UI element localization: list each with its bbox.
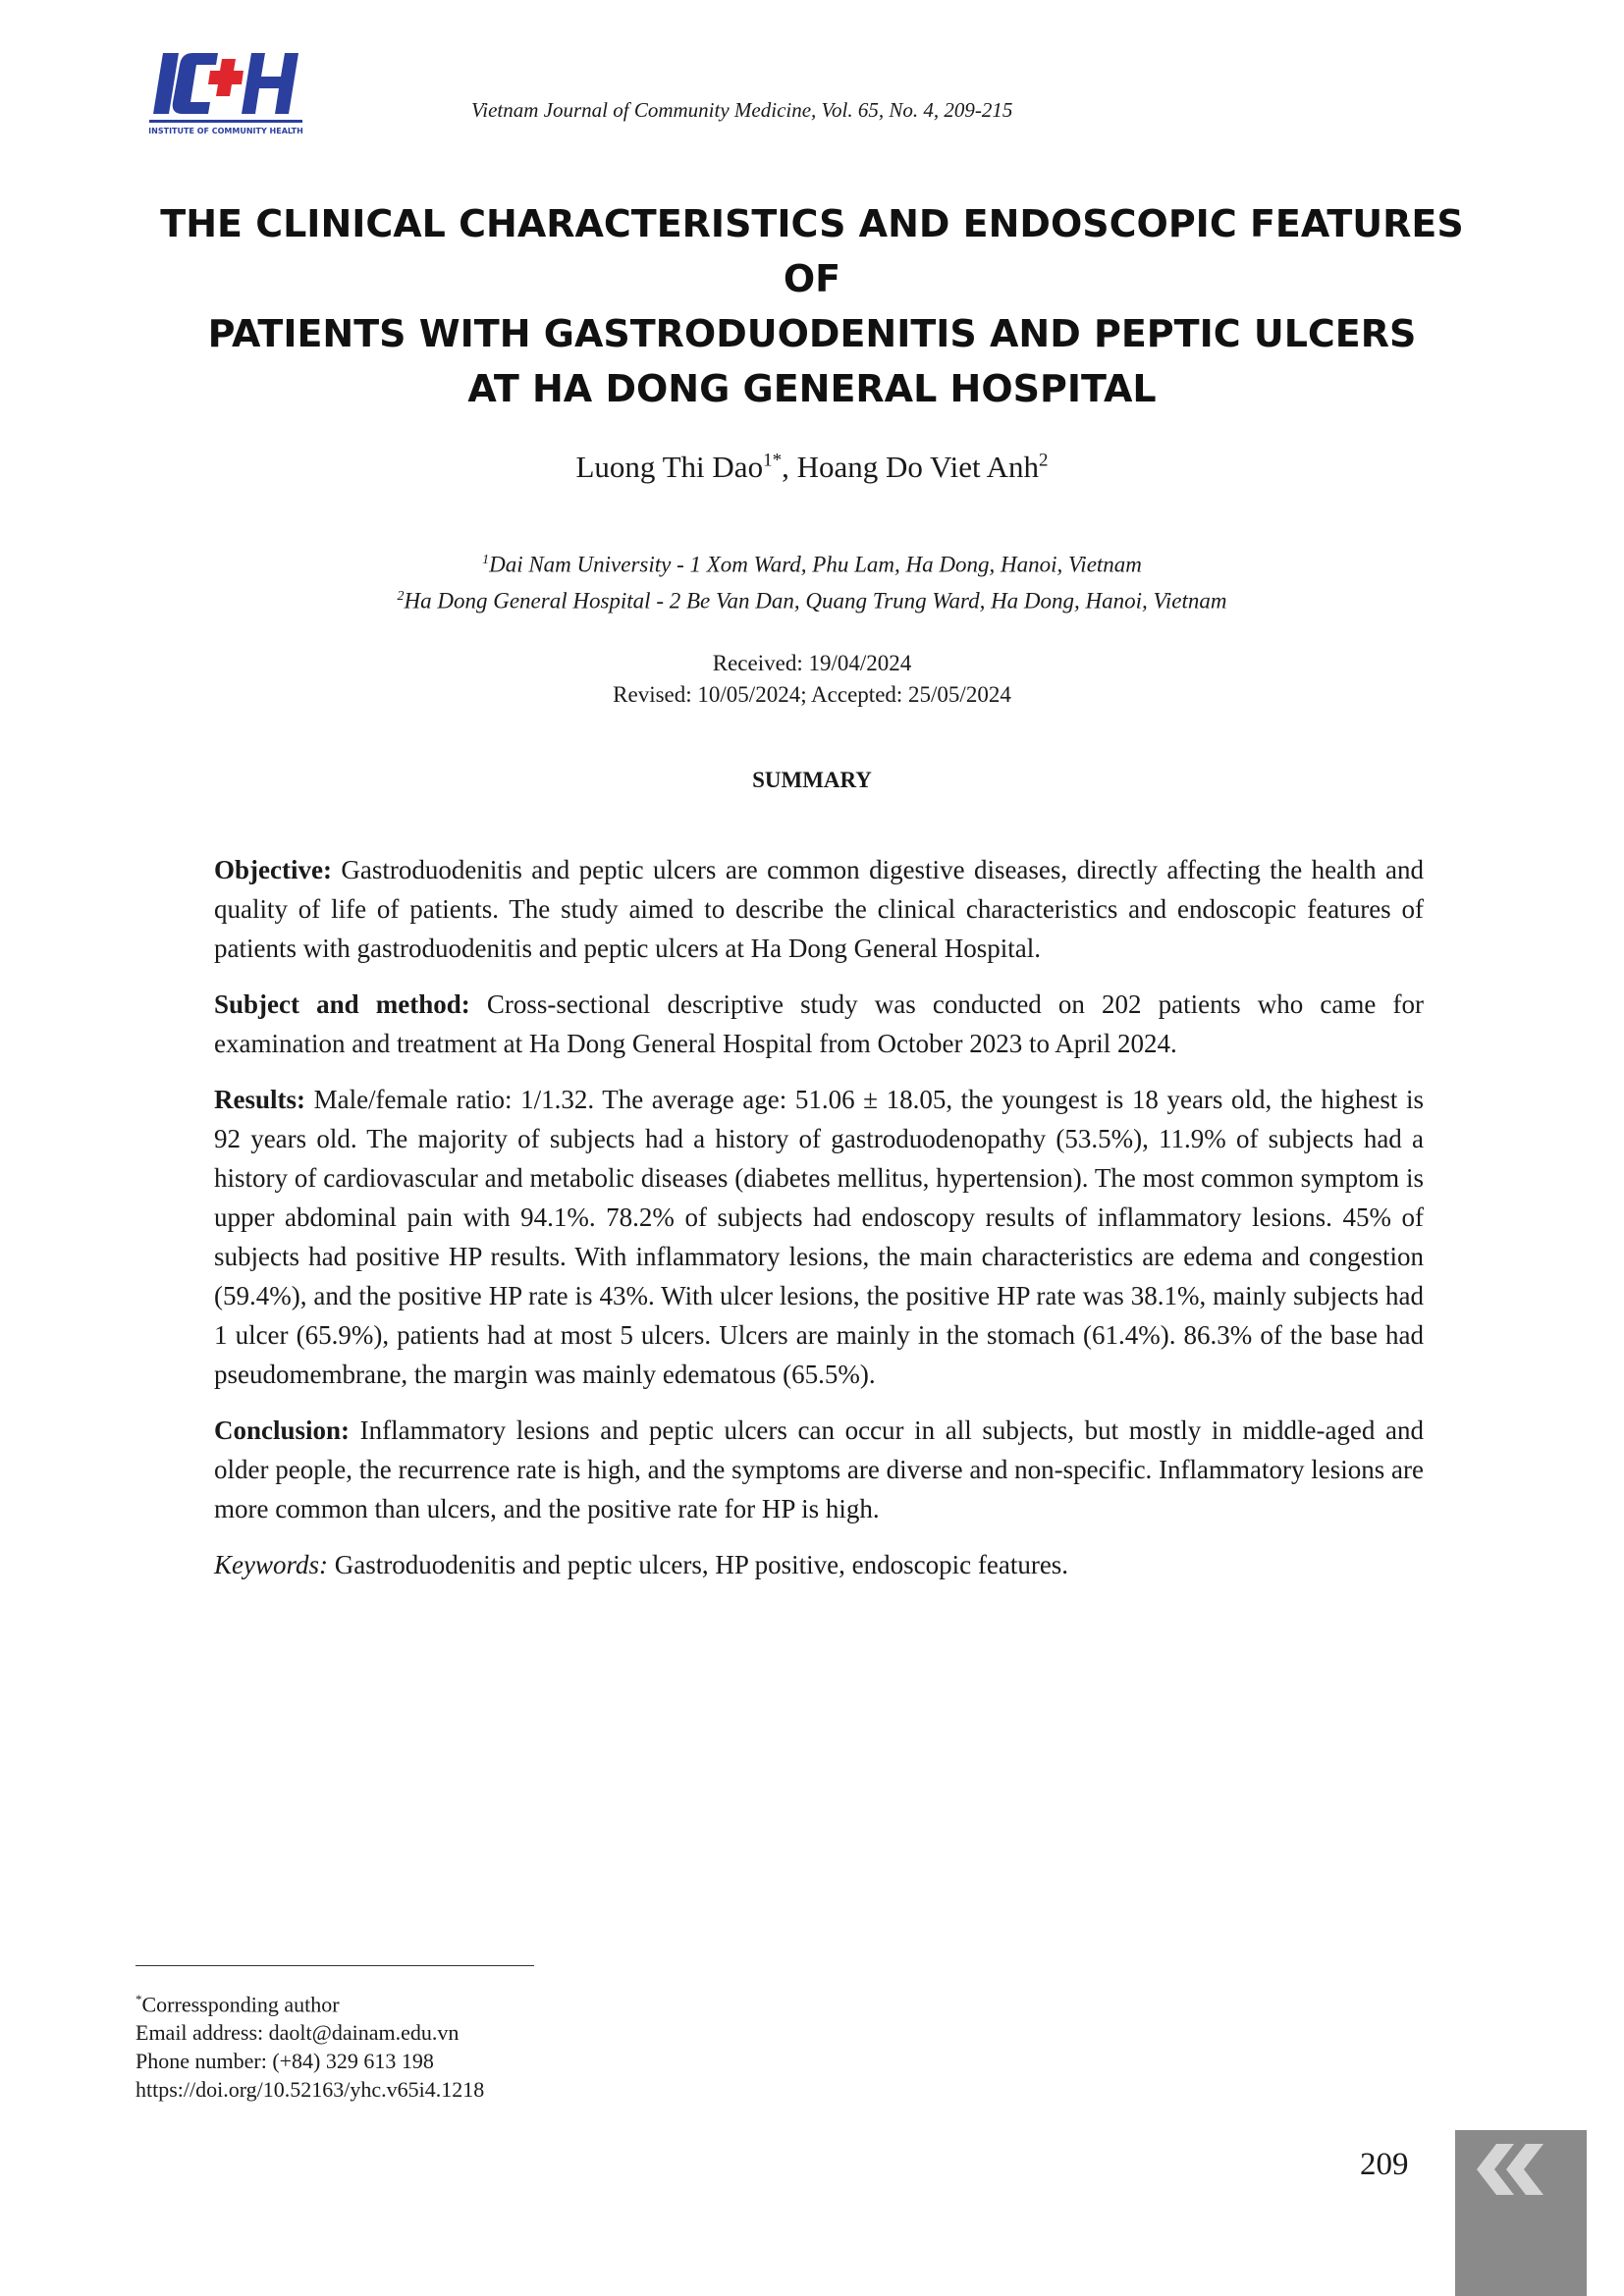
article-dates xyxy=(0,648,1624,711)
conclusion-paragraph xyxy=(214,1411,1424,1528)
affiliation-text: Dai Nam University - 1 Xom Ward, Phu Lam, Ha Dong, Hanoi, Vietnam xyxy=(489,552,1142,577)
keywords-label: Keywords: xyxy=(214,1550,328,1579)
author-name: Luong Thi Dao xyxy=(575,450,764,484)
objective-label: Objective: xyxy=(214,855,332,884)
author-list xyxy=(0,450,1624,485)
footnote-divider xyxy=(135,1965,534,1966)
article-title xyxy=(147,196,1477,416)
method-paragraph xyxy=(214,985,1424,1063)
footnotes xyxy=(135,1985,484,2104)
conclusion-label: Conclusion: xyxy=(214,1415,351,1445)
corresponding-author-note xyxy=(135,1985,484,2018)
author-separator: , xyxy=(782,450,797,484)
title-line: THE CLINICAL CHARACTERISTICS AND ENDOSCOPIC FEATURES OF xyxy=(160,202,1464,300)
phone-note: Phone number: (+84) 329 613 198 xyxy=(135,2049,434,2074)
author-name: Hoang Do Viet Anh xyxy=(796,450,1039,484)
method-text: Cross-sectional descriptive study was conducted on 202 patients who came for examination and treatment at Ha Dong General Hospital from October 2023 to April 2024. xyxy=(214,989,1424,1058)
affiliations xyxy=(0,545,1624,616)
affiliation-superscript: 1 xyxy=(482,553,490,567)
revised-accepted-date: Revised: 10/05/2024; Accepted: 25/05/2024 xyxy=(613,682,1011,707)
results-text: Male/female ratio: 1/1.32. The average age: 51.06 ± 18.05, the youngest is 18 years old, the highest is 92 years old. The majority of subjects had a history of gastroduodenopathy (53.5%), 11.9% of subjects had a history of cardiovascular and metabolic diseases (diabetes mellitus, hypertension). The most common symptom is upper abdominal pain with 94.1%. 78.2% of subjects had endoscopy results of inflammatory lesions. 45% of subjects had positive HP results. With inflammatory lesions, the main characteristics are edema and congestion (59.4%), and the positive HP rate is 43%. With ulcer lesions, the positive HP rate was 38.1%, mainly subjects had 1 ulcer (65.9%), patients had at most 5 ulcers. Ulcers are mainly in the stomach (61.4%). 86.3% of the base had pseudomembrane, the margin was mainly edematous (65.5%). xyxy=(214,1085,1424,1389)
journal-citation: Vietnam Journal of Community Medicine, Vol. 65, No. 4, 209-215 xyxy=(471,98,1013,122)
results-paragraph xyxy=(214,1080,1424,1394)
keywords-paragraph xyxy=(214,1545,1424,1584)
objective-paragraph xyxy=(214,850,1424,968)
conclusion-text: Inflammatory lesions and peptic ulcers can occur in all subjects, but mostly in middle-aged and older people, the recurrence rate is high, and the symptoms are diverse and non-specific. Inflammatory lesions are more common than ulcers, and the positive rate for HP is high. xyxy=(214,1415,1424,1523)
doi-link[interactable]: https://doi.org/10.52163/yhc.v65i4.1218 xyxy=(135,2077,485,2103)
keywords-text: Gastroduodenitis and peptic ulcers, HP positive, endoscopic features. xyxy=(328,1550,1069,1579)
author-superscript: 1* xyxy=(763,450,783,471)
ich-logo-icon xyxy=(149,49,306,139)
page-corner-tab xyxy=(1455,2130,1587,2296)
email-note: Email address: daolt@dainam.edu.vn xyxy=(135,2020,460,2046)
footnote-asterisk: * xyxy=(135,1992,142,2006)
title-line: AT HA DONG GENERAL HOSPITAL xyxy=(467,367,1157,410)
page-number: 209 xyxy=(1360,2147,1409,2182)
affiliation-line xyxy=(0,581,1624,617)
method-label: Subject and method: xyxy=(214,989,470,1019)
double-chevron-left-icon xyxy=(1455,2130,1587,2296)
objective-text: Gastroduodenitis and peptic ulcers are common digestive diseases, directly affecting the health and quality of life of patients. The study aimed to describe the clinical characteristics and endoscopic features of patients with gastroduodenitis and peptic ulcers at Ha Dong General Hospital. xyxy=(214,855,1424,963)
summary-heading: SUMMARY xyxy=(752,768,872,792)
results-label: Results: xyxy=(214,1085,305,1114)
author-superscript: 2 xyxy=(1039,450,1049,471)
received-date: Received: 19/04/2024 xyxy=(712,651,912,675)
affiliation-line xyxy=(0,545,1624,581)
title-line: PATIENTS WITH GASTRODUODENITIS AND PEPTIC ULCERS xyxy=(207,312,1417,355)
logo-text: INSTITUTE OF COMMUNITY HEALTH xyxy=(149,127,303,135)
institute-logo xyxy=(149,49,306,139)
corresponding-author-label: Corressponding author xyxy=(141,1992,340,2017)
affiliation-superscript: 2 xyxy=(397,588,405,604)
affiliation-text: Ha Dong General Hospital - 2 Be Van Dan, Quang Trung Ward, Ha Dong, Hanoi, Vietnam xyxy=(404,588,1227,614)
abstract-body xyxy=(214,850,1424,1601)
